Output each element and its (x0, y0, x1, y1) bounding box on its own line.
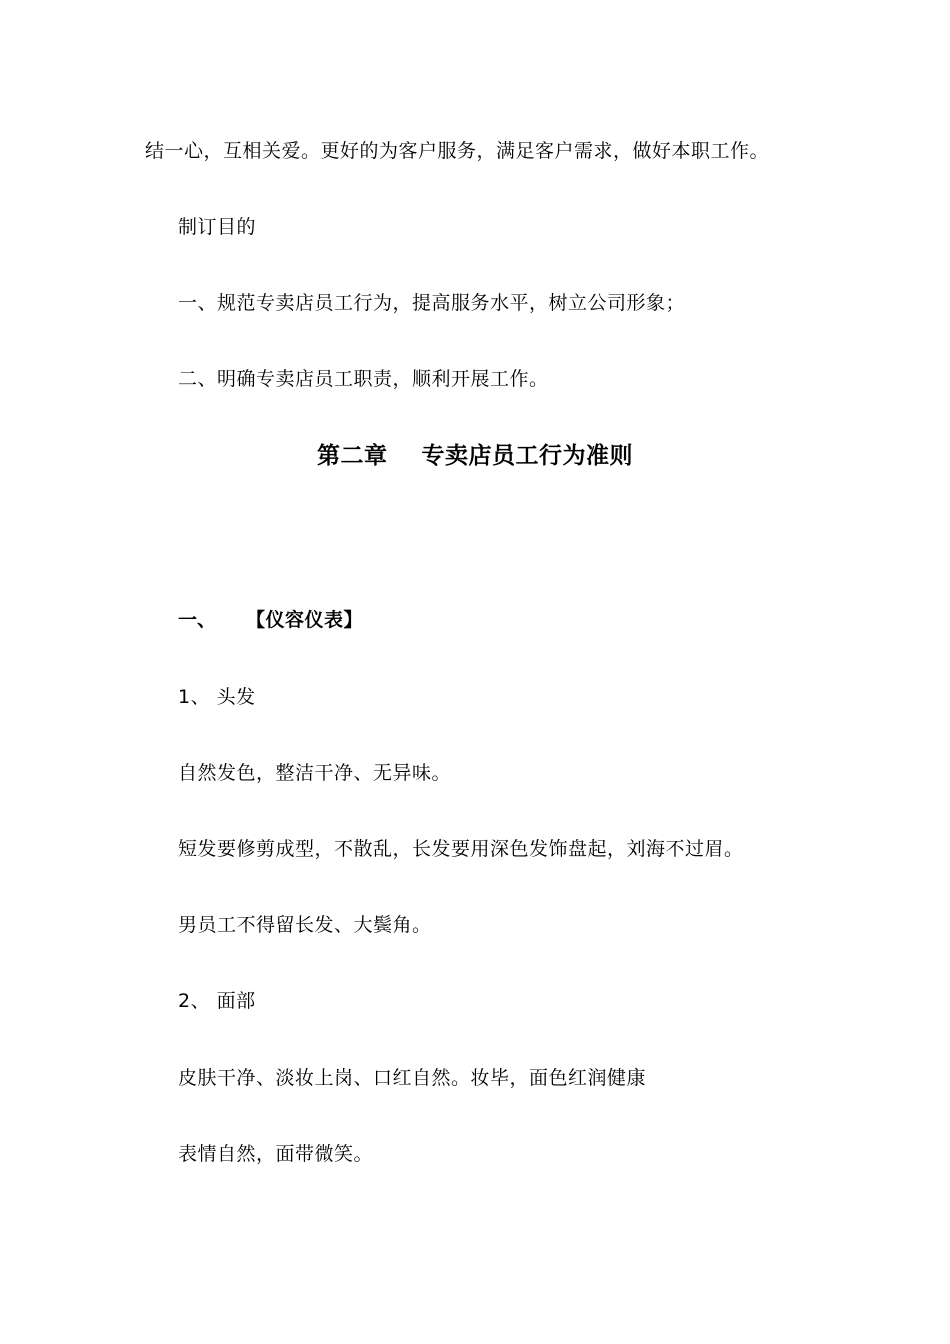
hair-rule-3: 男员工不得留长发、大鬓角。 (178, 914, 432, 936)
purpose-item-1: 一、规范专卖店员工行为，提高服务水平，树立公司形象； (178, 292, 686, 314)
section-title: 【仪容仪表】 (246, 609, 364, 631)
chapter-title: 第二章 专卖店员工行为准则 (316, 443, 634, 469)
hair-rule-2: 短发要修剪成型，不散乱，长发要用深色发饰盘起，刘海不过眉。 (178, 838, 744, 860)
hair-rule-1: 自然发色，整洁干净、无异味。 (178, 762, 452, 784)
face-heading: 2、 面部 (178, 990, 256, 1012)
paragraph-closing-sentence: 结一心，互相关爱。更好的为客户服务，满足客户需求，做好本职工作。 (145, 140, 770, 162)
face-rule-2: 表情自然，面带微笑。 (178, 1143, 374, 1165)
purpose-heading: 制订目的 (178, 216, 257, 238)
face-rule-1: 皮肤干净、淡妆上岗、口红自然。妆毕，面色红润健康 (178, 1067, 647, 1089)
hair-heading: 1、 头发 (178, 686, 256, 708)
purpose-item-2: 二、明确专卖店员工职责，顺利开展工作。 (178, 368, 549, 390)
section-number: 一、 (178, 609, 217, 631)
